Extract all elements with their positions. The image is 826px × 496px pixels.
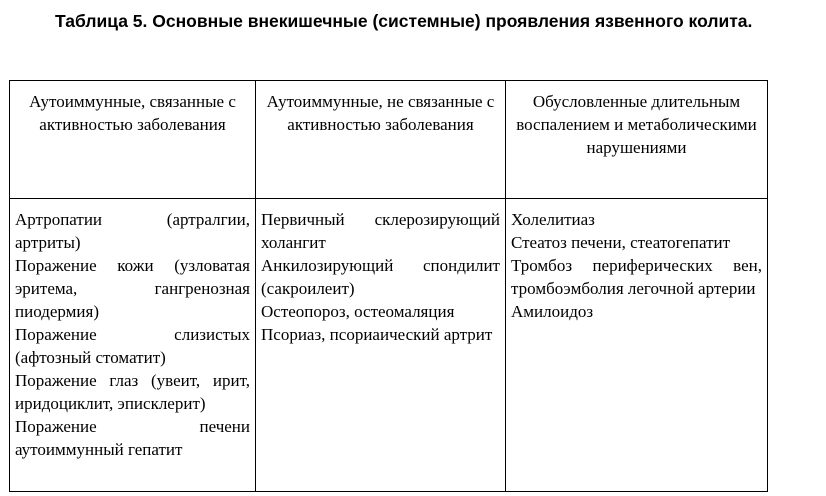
- list-item: Первичный склерозирующий холангит: [261, 210, 500, 252]
- list-item: Холелитиаз: [511, 210, 595, 229]
- table-caption: Таблица 5. Основные внекишечные (системные) проявления язвенного колита.: [55, 11, 753, 31]
- list-item: Поражение глаз (увеит, ирит, иридоциклит, эписклерит): [15, 371, 250, 413]
- list-item: Псориаз, псориаический артрит: [261, 325, 493, 344]
- list-item: Стеатоз печени, стеатогепатит: [511, 233, 731, 252]
- manifestations-table: [9, 80, 768, 492]
- list-item: Остеопороз, остеомаляция: [261, 302, 455, 321]
- list-item: Анкилозирующий спондилит (сакроилеит): [261, 256, 500, 298]
- body-cell-autoimmune-inactive: [256, 199, 506, 492]
- header-cell-metabolic: Обусловленные длительным воспалением и метаболическими нарушениями: [506, 81, 768, 199]
- table-header-row: [10, 81, 768, 199]
- header-cell-autoimmune-active: Аутоиммунные, связанные с активностью заболевания: [10, 81, 256, 199]
- table-body-row: [10, 199, 768, 492]
- header-cell-autoimmune-inactive: Аутоиммунные, не связанные с активностью заболевания: [256, 81, 506, 199]
- body-cell-metabolic: [506, 199, 768, 492]
- body-cell-autoimmune-active: [10, 199, 256, 492]
- list-item: Поражение печени аутоиммунный гепатит: [15, 417, 250, 459]
- list-item: Амилоидоз: [511, 302, 594, 321]
- list-item: Тромбоз периферических вен, тромбоэмболия легочной артерии: [511, 256, 762, 298]
- list-item: Поражение слизистых (афтозный стоматит): [15, 325, 250, 367]
- list-item: Артропатии (артралгии, артриты): [15, 210, 250, 252]
- list-item: Поражение кожи (узловатая эритема, гангренозная пиодермия): [15, 256, 250, 321]
